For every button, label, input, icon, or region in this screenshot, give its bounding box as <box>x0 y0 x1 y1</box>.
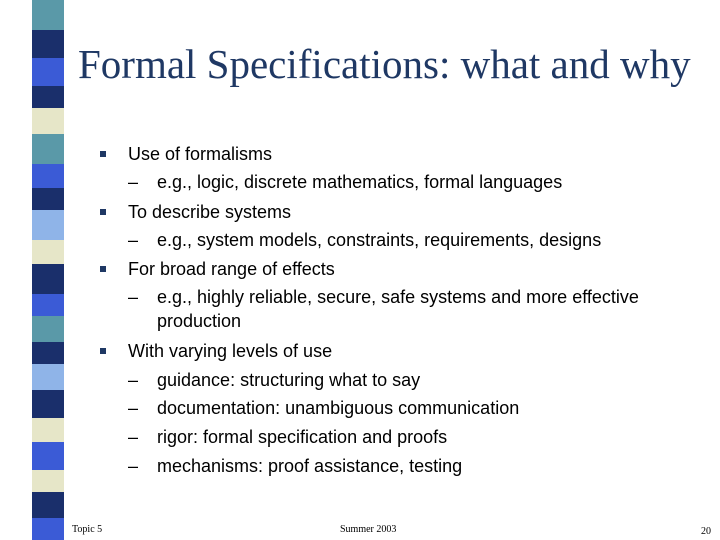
stripe-block <box>32 470 64 492</box>
sub-bullet-text: rigor: formal specification and proofs <box>157 427 448 447</box>
sub-bullet-text: guidance: structuring what to say <box>157 370 421 390</box>
sub-bullet-dash: – <box>128 230 139 250</box>
bullet-text: For broad range of effects <box>128 259 335 279</box>
stripe-block <box>32 188 64 210</box>
title-region <box>0 0 720 120</box>
sub-bullet-text: e.g., system models, constraints, requirements, designs <box>157 230 602 250</box>
bullet-text: With varying levels of use <box>128 341 333 361</box>
stripe-block <box>32 418 64 442</box>
sub-bullet-dash: – <box>128 172 139 192</box>
sub-bullet-dash: – <box>128 456 139 476</box>
sub-bullet-dash: – <box>128 370 139 390</box>
stripe-block <box>32 492 64 518</box>
sub-bullet-text-continued: production <box>157 311 242 331</box>
stripe-block <box>32 164 64 188</box>
bullet-text: Use of formalisms <box>128 144 273 164</box>
page-number: 20 <box>701 526 711 537</box>
stripe-block <box>32 364 64 390</box>
stripe-block <box>32 264 64 294</box>
footer-date: Summer 2003 <box>340 524 397 535</box>
sub-bullet-dash: – <box>128 427 139 447</box>
sub-bullet-dash: – <box>128 287 139 307</box>
stripe-block <box>32 240 64 264</box>
sub-bullet-text: mechanisms: proof assistance, testing <box>157 456 463 476</box>
bullet-marker <box>100 266 106 272</box>
stripe-block <box>32 342 64 364</box>
stripe-block <box>32 294 64 316</box>
footer-topic: Topic 5 <box>72 524 103 535</box>
stripe-block <box>32 210 64 240</box>
sub-bullet-dash: – <box>128 398 139 418</box>
stripe-block <box>32 390 64 418</box>
bullet-text: To describe systems <box>128 202 292 222</box>
sub-bullet-text: e.g., highly reliable, secure, safe systems and more effective <box>157 287 639 307</box>
bullet-marker <box>100 209 106 215</box>
slide-title: Formal Specifications: what and why <box>78 41 691 87</box>
sub-bullet-text: documentation: unambiguous communication <box>157 398 520 418</box>
stripe-block <box>32 134 64 164</box>
sub-bullet-text: e.g., logic, discrete mathematics, formal languages <box>157 172 563 192</box>
stripe-block <box>32 316 64 342</box>
bullet-marker <box>100 151 106 157</box>
bullet-marker <box>100 348 106 354</box>
stripe-block <box>32 442 64 470</box>
stripe-block <box>32 518 64 540</box>
